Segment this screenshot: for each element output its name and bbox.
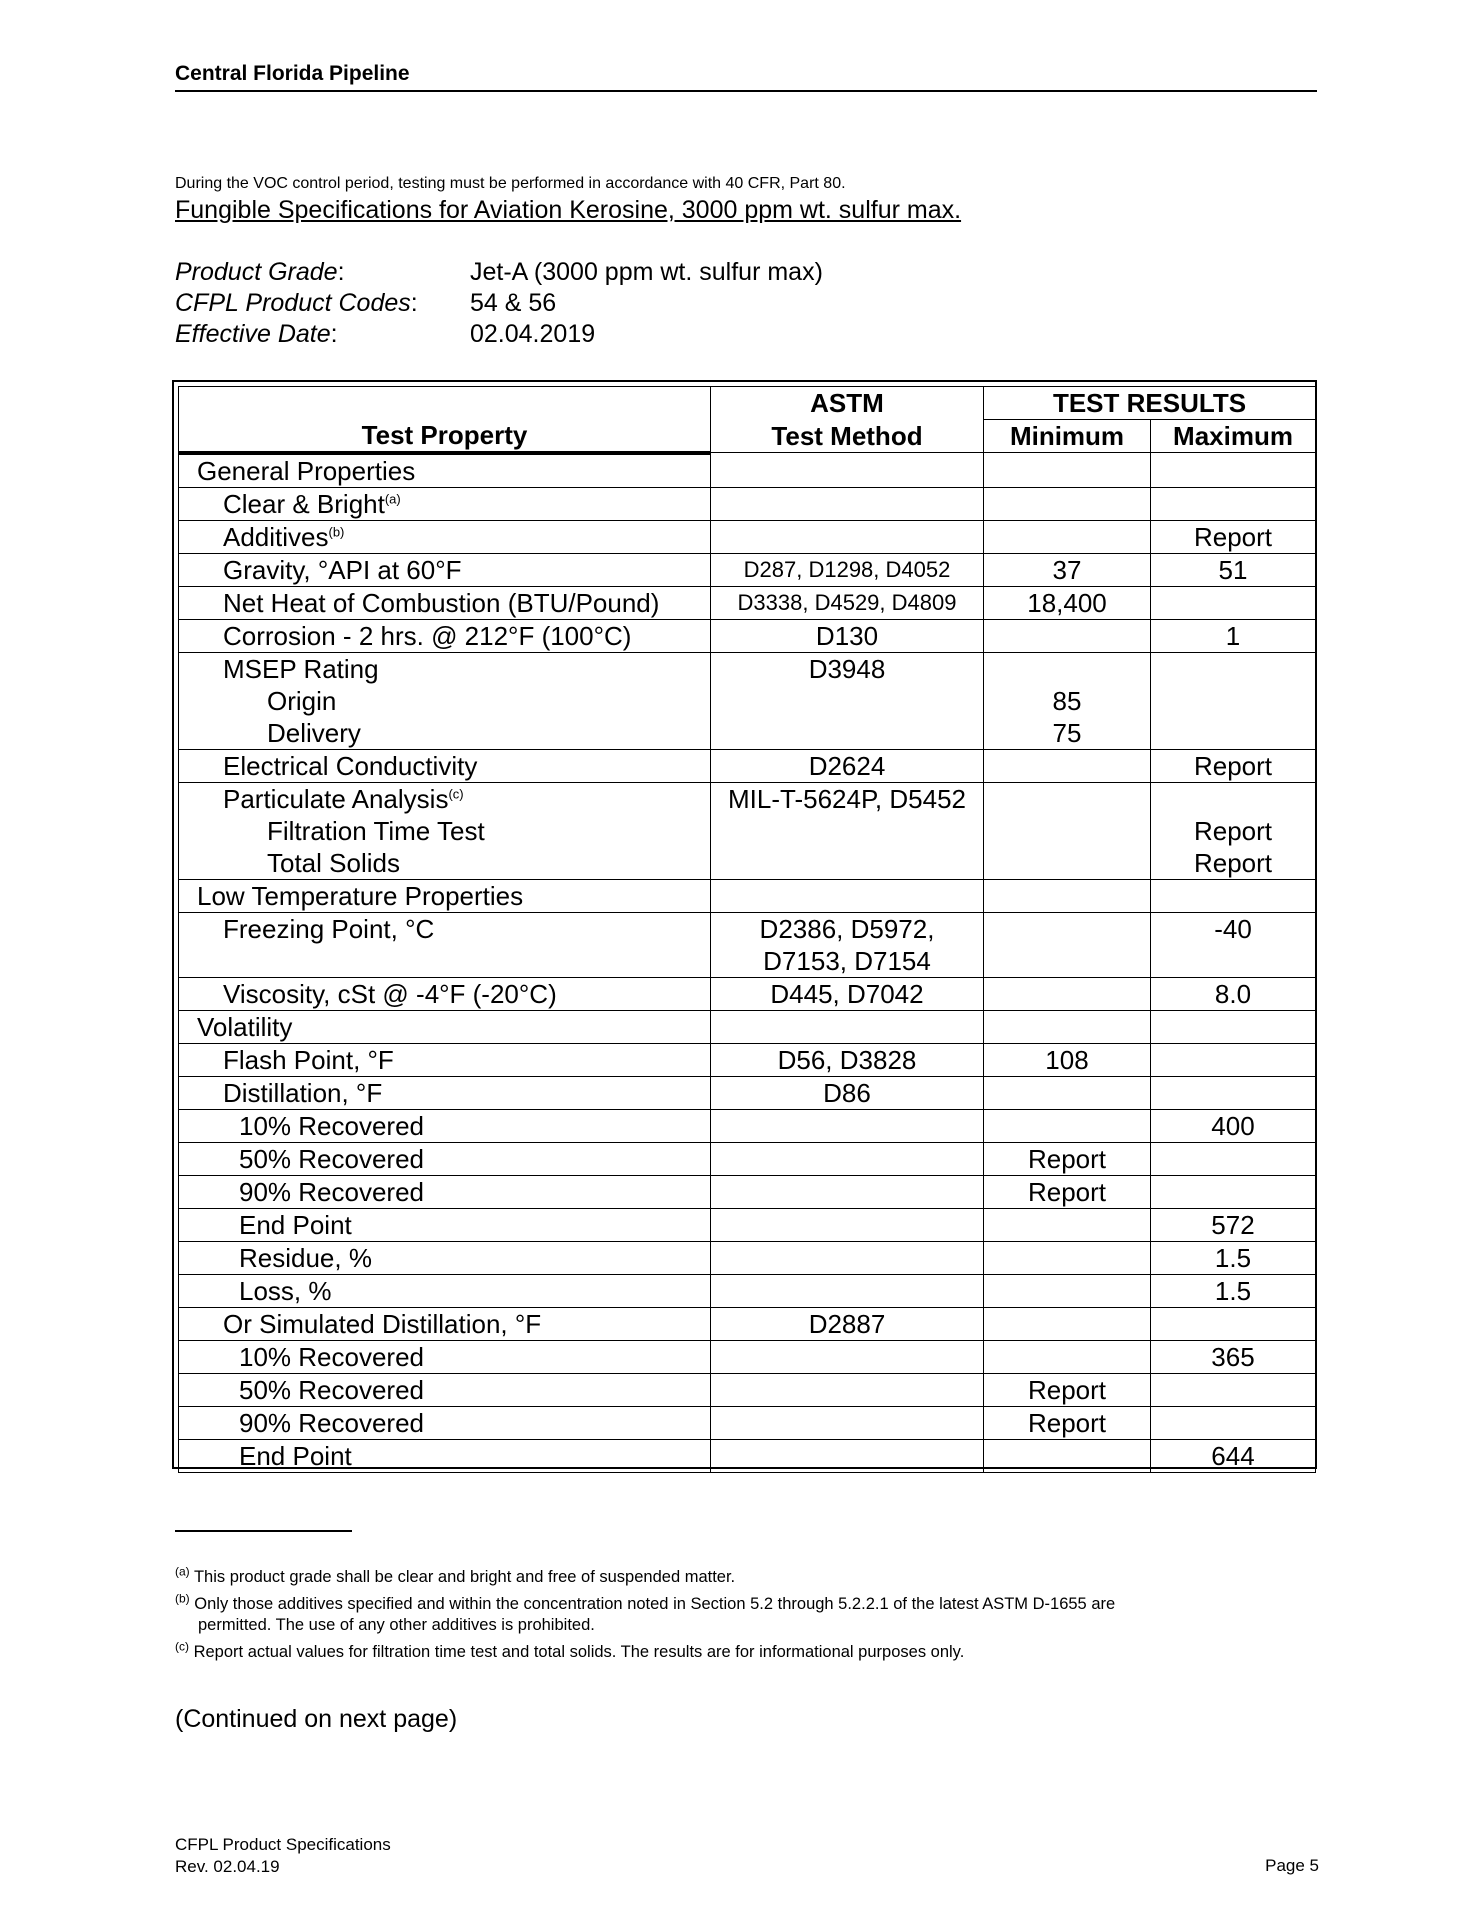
table-row: MSEP Rating Origin Delivery D3948 85 75 [179,652,1316,749]
header-maximum: Maximum [1151,420,1316,453]
header-test-method: Test Method [711,420,984,453]
table-row: Distillation, °F D86 [179,1076,1316,1109]
header-title: Central Florida Pipeline [175,62,410,85]
footnote-ref: (b) [328,523,345,539]
table-row: Loss, % 1.5 [179,1274,1316,1307]
footnotes [175,1564,1317,1669]
spec-table [178,386,1316,1473]
table-row: Viscosity, cSt @ -4°F (-20°C) D445, D7042 8.0 [179,977,1316,1010]
footnote-b: $^{(b)}$ Only those additives specified and within the concentration noted in Section 5.2 through 5.2.2.1 of the latest ASTM D-1655 are permitted. The use of any other additives is prohibited. [175,1591,1116,1634]
table-row: 10% Recovered 365 [179,1340,1316,1373]
grade-label: Product Grade [175,258,338,286]
table-header-row [179,387,1316,420]
table-row: 90% Recovered Report [179,1175,1316,1208]
table-row: 50% Recovered Report [179,1373,1316,1406]
page-footer-left [175,1834,391,1878]
table-row: 10% Recovered 400 [179,1109,1316,1142]
meta-date-row: Effective Date: 02.04.2019 [175,320,596,348]
continued-note: (Continued on next page) [175,1705,458,1733]
spec-title: Fungible Specifications for Aviation Kerosine, 3000 ppm wt. sulfur max. [175,196,962,224]
table-row: Gravity, °API at 60°F D287, D1298, D4052 37 51 [179,553,1316,586]
footnote-ref: (a) [384,490,401,506]
table-row: Corrosion - 2 hrs. @ 212°F (100°C) D130 1 [179,619,1316,652]
footer-doc-title: CFPL Product Specifications [175,1835,391,1854]
grade-value: Jet-A (3000 ppm wt. sulfur max) [470,258,823,286]
footnote-ref: (c) [448,785,464,801]
table-row: Additives$^{(b)}$ Report [179,520,1316,553]
table-row: Particulate Analysis$^{(c)}$ Filtration Time Test Total Solids MIL-T-5624P, D5452 Report Report [179,782,1316,879]
table-row: Or Simulated Distillation, °F D2887 [179,1307,1316,1340]
voc-note: During the VOC control period, testing must be performed in accordance with 40 CFR, Part 80. [175,175,846,192]
table-row: End Point 644 [179,1439,1316,1472]
date-value: 02.04.2019 [470,320,596,348]
table-row: Clear & Bright$^{(a)}$ [179,487,1316,520]
table-row: Volatility [179,1010,1316,1043]
codes-label: CFPL Product Codes [175,289,411,317]
table-row: Low Temperature Properties [179,879,1316,912]
table-row: 50% Recovered Report [179,1142,1316,1175]
table-row: Freezing Point, °C D2386, D5972, D7153, D7154 -40 [179,912,1316,977]
header-astm: ASTM [711,387,984,420]
meta-grade-row: Product Grade: Jet-A (3000 ppm wt. sulfur max) [175,258,823,286]
header-test-results: TEST RESULTS [984,387,1316,420]
page-header [175,62,1317,92]
footnote-c: $^{(c)}$ Report actual values for filtration time test and total solids. The results are for informational purposes only. [175,1639,965,1661]
table-row: Flash Point, °F D56, D3828 108 [179,1043,1316,1076]
meta-codes-row: CFPL Product Codes: 54 & 56 [175,289,557,317]
header-minimum: Minimum [984,420,1151,453]
date-label: Effective Date [175,320,331,348]
table-row: General Properties [179,453,1316,488]
table-row: End Point 572 [179,1208,1316,1241]
table-row: Net Heat of Combustion (BTU/Pound) D3338, D4529, D4809 18,400 [179,586,1316,619]
table-row: 90% Recovered Report [179,1406,1316,1439]
footer-revision: Rev. 02.04.19 [175,1857,280,1876]
page-number: Page 5 [1265,1856,1319,1875]
product-meta [175,257,823,350]
table-row: Electrical Conductivity D2624 Report [179,749,1316,782]
spec-table-frame [172,380,1317,1469]
header-test-property: Test Property [179,387,711,453]
codes-value: 54 & 56 [470,289,557,317]
footnote-a: $^{(a)}$ This product grade shall be clear and bright and free of suspended matter. [175,1564,736,1586]
table-row: Residue, % 1.5 [179,1241,1316,1274]
footnote-divider [175,1530,352,1532]
